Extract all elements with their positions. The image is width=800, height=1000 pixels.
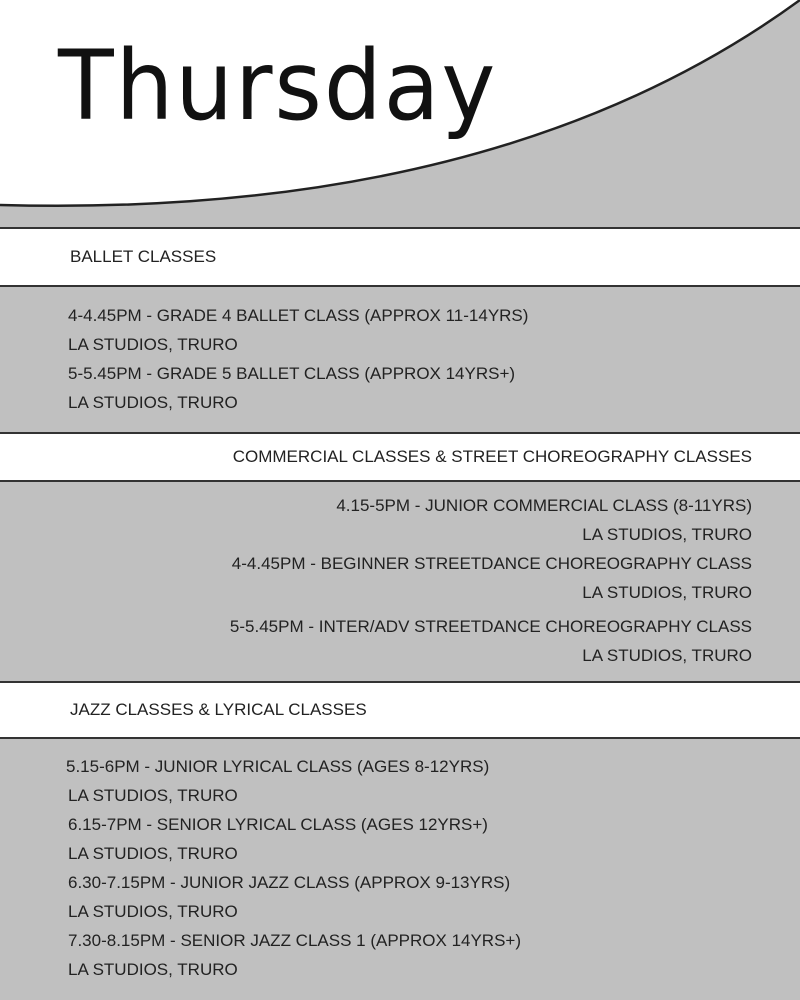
page-title: Thursday [58,30,498,142]
class-location: LA STUDIOS, TRURO [68,393,238,412]
class-location: LA STUDIOS, TRURO [68,960,238,979]
class-time: 5-5.45PM - GRADE 5 BALLET CLASS (APPROX 14YRS+) [68,364,516,383]
class-location: LA STUDIOS, TRURO [68,335,238,354]
class-time: 4.15-5PM - JUNIOR COMMERCIAL CLASS (8-11YRS) [336,496,752,515]
class-time: 4-4.45PM - BEGINNER STREETDANCE CHOREOGRAPHY CLASS [231,554,752,573]
class-location: LA STUDIOS, TRURO [582,525,752,544]
section-header-jazz [0,681,800,739]
class-time: 4-4.45PM - GRADE 4 BALLET CLASS (APPROX 11-14YRS) [68,306,529,325]
class-time: 7.30-8.15PM - SENIOR JAZZ CLASS 1 (APPROX 14YRS+) [68,931,522,950]
class-time: 5.15-6PM - JUNIOR LYRICAL CLASS (AGES 8-12YRS) [66,757,490,776]
class-time: 6.15-7PM - SENIOR LYRICAL CLASS (AGES 12YRS+) [68,815,488,834]
class-location: LA STUDIOS, TRURO [68,786,238,805]
class-time: 6.30-7.15PM - JUNIOR JAZZ CLASS (APPROX 9-13YRS) [68,873,511,892]
class-time: 5-5.45PM - INTER/ADV STREETDANCE CHOREOGRAPHY CLASS [229,617,752,636]
class-location: LA STUDIOS, TRURO [68,902,238,921]
class-location: LA STUDIOS, TRURO [582,646,752,665]
section-header-commercial [0,432,800,482]
section-heading: JAZZ CLASSES & LYRICAL CLASSES [70,700,367,719]
section-heading: BALLET CLASSES [70,247,217,266]
class-location: LA STUDIOS, TRURO [68,844,238,863]
class-location: LA STUDIOS, TRURO [582,583,752,602]
section-heading: COMMERCIAL CLASSES & STREET CHOREOGRAPHY CLASSES [232,447,752,466]
section-header-ballet [0,227,800,287]
